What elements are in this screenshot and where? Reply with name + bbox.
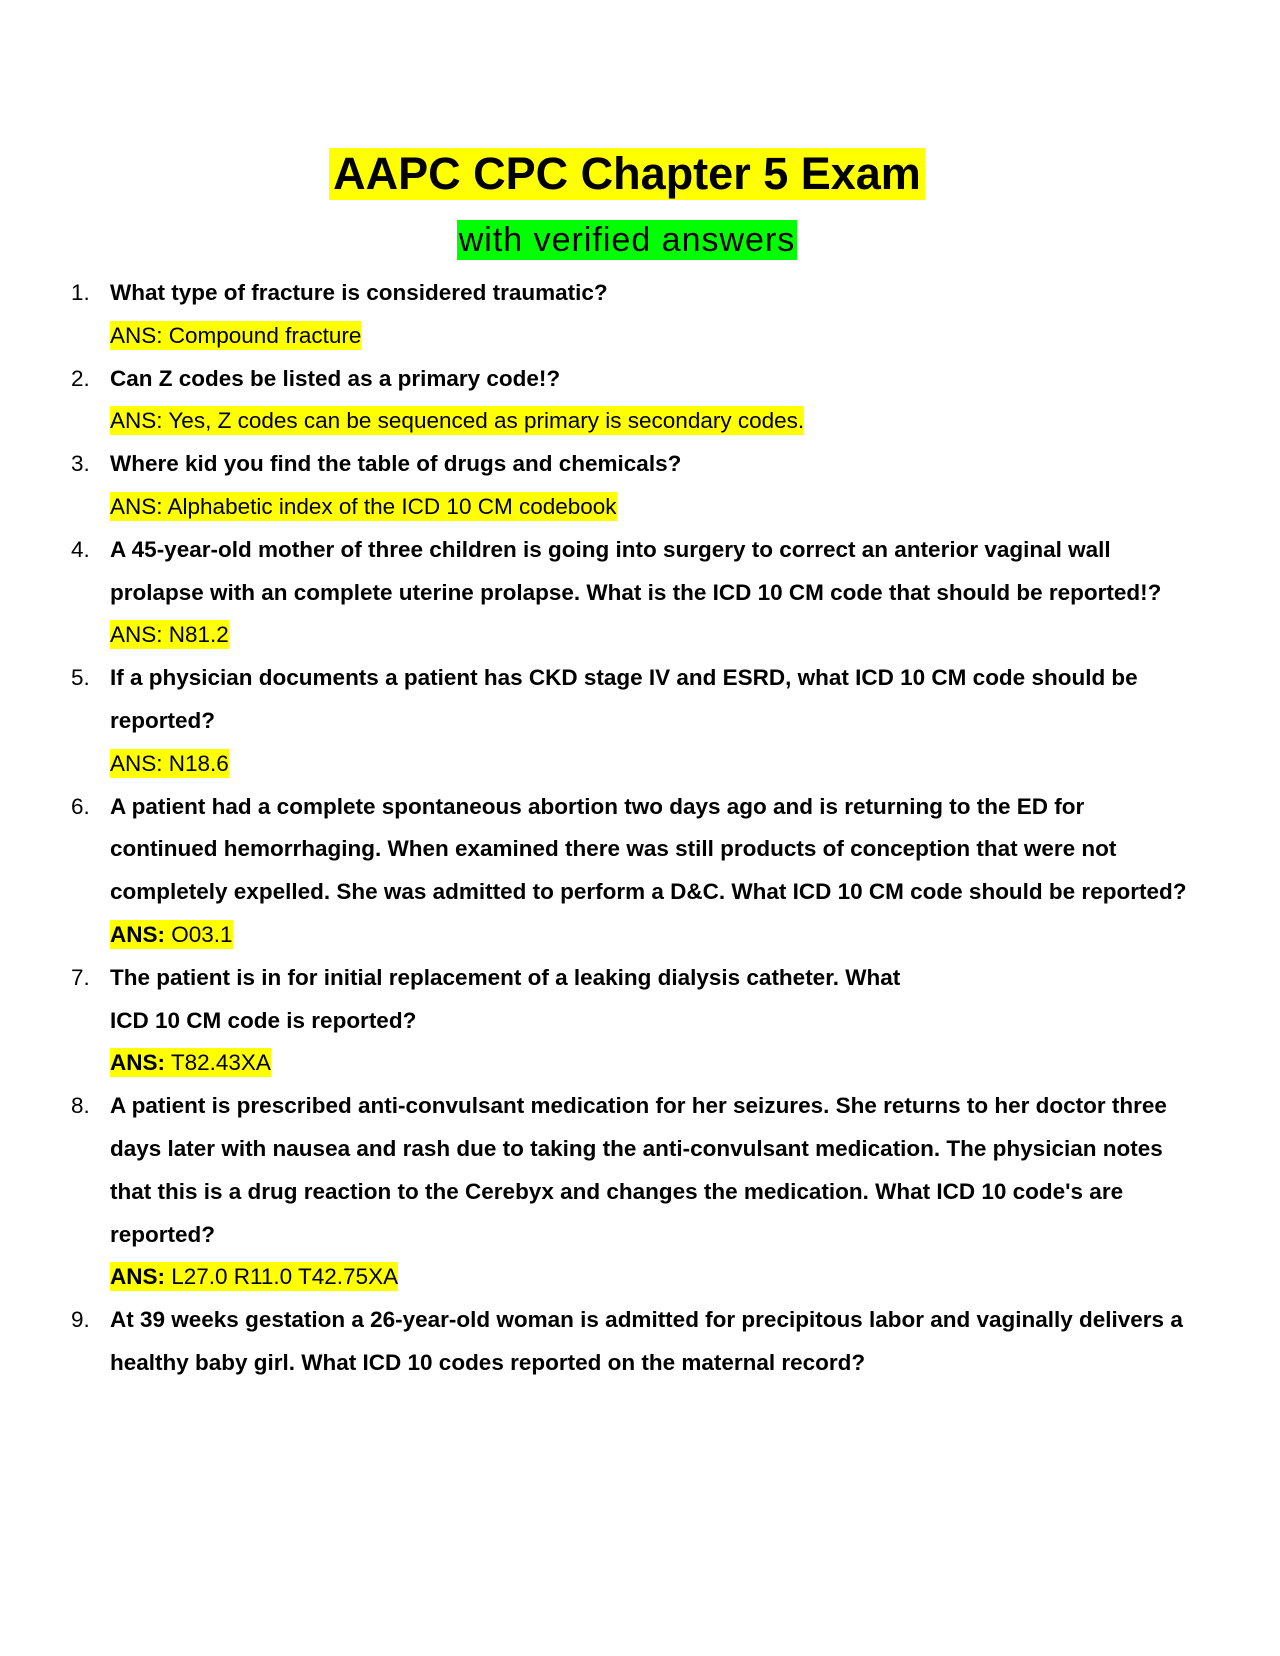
answer-highlight bbox=[110, 492, 617, 521]
question-item-6 bbox=[60, 786, 1190, 957]
answer-text: L27.0 R11.0 T42.75XA bbox=[165, 1264, 399, 1290]
answer-highlight bbox=[110, 920, 233, 949]
question-text: If a physician documents a patient has CKD stage IV and ESRD, what ICD 10 CM code should be reported? bbox=[110, 665, 1138, 733]
answer bbox=[110, 614, 1190, 657]
question-text-line-2: ICD 10 CM code is reported? bbox=[110, 1007, 417, 1033]
question-number: 5. bbox=[71, 665, 90, 691]
question-item-7 bbox=[60, 957, 1190, 1085]
question-item-4 bbox=[60, 529, 1190, 657]
answer-highlight bbox=[110, 749, 229, 778]
answer bbox=[110, 1042, 1190, 1085]
question-text: A 45-year-old mother of three children is going into surgery to correct an anterior vaginal wall prolapse with an complete uterine prolapse. What is the ICD 10 CM code that should be reported!? bbox=[110, 536, 1162, 605]
answer-label: ANS: bbox=[110, 750, 163, 776]
answer-text: O03.1 bbox=[165, 921, 233, 947]
page-subtitle: with verified answers bbox=[458, 221, 796, 259]
answer-text: N18.6 bbox=[162, 750, 229, 776]
question-text: At 39 weeks gestation a 26-year-old woman is admitted for precipitous labor and vaginally delivers a healthy baby girl. What ICD 10 codes reported on the maternal record? bbox=[110, 1307, 1183, 1375]
question-number: 6. bbox=[71, 793, 90, 819]
answer-label: ANS: bbox=[110, 493, 163, 519]
question-number: 2. bbox=[71, 365, 90, 391]
title-container bbox=[0, 148, 1254, 200]
answer-label: ANS: bbox=[110, 1264, 165, 1290]
question-item-1 bbox=[60, 272, 1190, 358]
question-text: A patient had a complete spontaneous abortion two days ago and is returning to the ED for continued hemorrhaging. When examined there was still products of conception that were not completely expelled. She was admitted to perform a D&C. What ICD 10 CM code should be reported? bbox=[110, 793, 1187, 905]
question-number: 9. bbox=[71, 1307, 90, 1333]
answer-text: Compound fracture bbox=[162, 322, 362, 348]
question-list bbox=[60, 272, 1190, 1385]
answer bbox=[110, 914, 1190, 957]
page-title: AAPC CPC Chapter 5 Exam bbox=[329, 148, 925, 200]
question-item-3 bbox=[60, 443, 1190, 529]
answer-highlight bbox=[110, 1048, 271, 1077]
question-number: 7. bbox=[71, 964, 90, 990]
question-number: 8. bbox=[71, 1093, 90, 1119]
question-text-line-1: The patient is in for initial replacement of a leaking dialysis catheter. What bbox=[110, 964, 901, 990]
answer-highlight bbox=[110, 321, 361, 350]
question-text: Where kid you find the table of drugs and chemicals? bbox=[110, 451, 682, 477]
answer-text: T82.43XA bbox=[165, 1050, 271, 1076]
answer bbox=[110, 743, 1190, 786]
question-number: 3. bbox=[71, 451, 90, 477]
question-text: Can Z codes be listed as a primary code!? bbox=[110, 365, 561, 391]
question-text: What type of fracture is considered traumatic? bbox=[110, 280, 608, 305]
answer-label: ANS: bbox=[110, 921, 165, 947]
question-text: A patient is prescribed anti-convulsant medication for her seizures. She returns to her doctor three days later with nausea and rash due to taking the anti-convulsant medication. The physician notes that this is a drug reaction to the Cerebyx and changes the medication. What ICD 10 code's are reported? bbox=[110, 1093, 1167, 1247]
question-item-5 bbox=[60, 657, 1190, 785]
answer-text: Alphabetic index of the ICD 10 CM codebook bbox=[162, 493, 617, 519]
answer-text: Yes, Z codes can be sequenced as primary is secondary codes. bbox=[162, 408, 805, 434]
answer-highlight bbox=[110, 1262, 398, 1291]
answer-label: ANS: bbox=[110, 322, 163, 348]
answer bbox=[110, 486, 1190, 529]
answer-highlight bbox=[110, 406, 804, 435]
question-item-2 bbox=[60, 358, 1190, 444]
answer bbox=[110, 1256, 1190, 1299]
answer-label: ANS: bbox=[110, 1050, 165, 1076]
answer-label: ANS: bbox=[110, 622, 163, 648]
subtitle-container bbox=[0, 220, 1254, 260]
question-number: 1. bbox=[71, 280, 90, 305]
question-number: 4. bbox=[71, 536, 90, 562]
answer bbox=[110, 315, 1190, 358]
question-item-8 bbox=[60, 1085, 1190, 1299]
answer-highlight bbox=[110, 620, 229, 649]
answer-text: N81.2 bbox=[162, 622, 229, 648]
answer-label: ANS: bbox=[110, 408, 163, 434]
question-item-9 bbox=[60, 1299, 1190, 1385]
answer bbox=[110, 400, 1190, 443]
